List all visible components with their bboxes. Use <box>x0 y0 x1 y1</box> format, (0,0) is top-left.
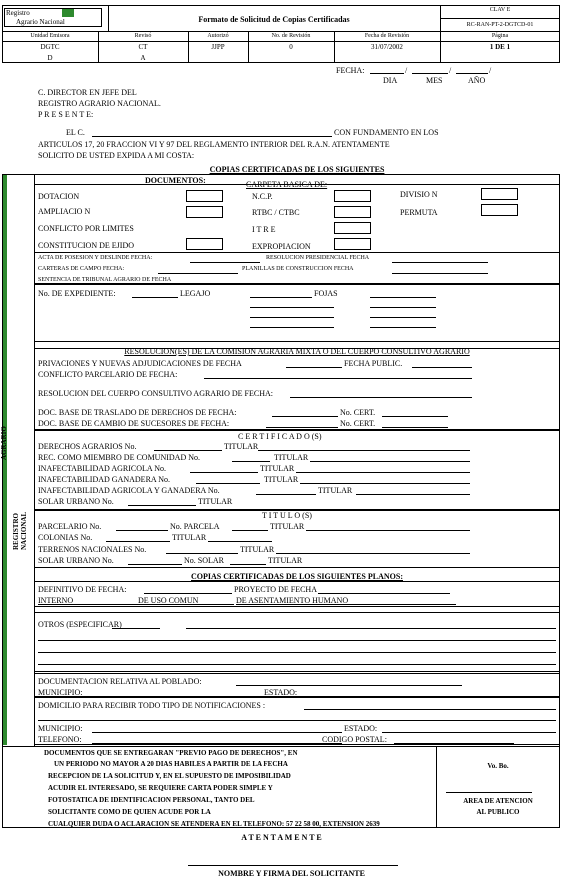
asentamiento-field[interactable] <box>236 604 456 605</box>
firma-field[interactable] <box>188 865 398 866</box>
ncp-box[interactable] <box>334 190 371 202</box>
permuta-box[interactable] <box>481 204 518 216</box>
fecha-public-label: FECHA PUBLIC. <box>344 359 403 368</box>
fojas-label: FOJAS <box>314 289 338 298</box>
inaf-agr-gan-titular-field[interactable] <box>356 494 470 495</box>
colonias-titular-label: TITULAR <box>172 533 207 542</box>
notice-line2: UN PERIODO NO MAYOR A 20 DIAS HABILES A PARTIR DE LA FECHA <box>54 760 288 768</box>
notice-line7: CUALQUIER DUDA O ACLARACION SE ATENDERA EN EL TELEFONO: 57 22 58 00, EXTENSION 2639 <box>48 820 380 828</box>
notice-line3: RECEPCION DE LA SOLICITUD Y, EN EL SUPUESTO DE IMPOSIBILIDAD <box>48 772 291 780</box>
proyecto-field[interactable] <box>318 593 450 594</box>
atentamente: A T E N T A M E N T E <box>241 833 322 842</box>
body-el-c: EL C. <box>66 128 85 137</box>
parcelario-titular-label: TITULAR <box>270 522 305 531</box>
otros-line-2[interactable] <box>38 640 556 641</box>
parcelario-titular-field[interactable] <box>306 530 470 531</box>
permuta-label: PERMUTA <box>400 208 438 217</box>
sec1-title1: COPIAS CERTIFICADAS DE LOS SIGUIENTES <box>209 165 385 174</box>
clave-value: RC-RAN-PT-2-DGTCD-01 <box>466 22 534 28</box>
otros-label: OTROS (ESPECIFICAR) <box>38 620 122 629</box>
sec2-title: RESOLUCION(ES) DE LA COMISION AGRARIA MIXTA O DEL CUERPO CONSULTIVO AGRARIO <box>124 347 470 356</box>
fecha-anio-label: AÑO <box>468 76 486 85</box>
solar-urbano-t-label: SOLAR URBANO No. <box>38 556 114 565</box>
rec-titular-label: TITULAR <box>274 453 309 462</box>
rtbc-box[interactable] <box>334 206 371 218</box>
parcelario-field[interactable] <box>116 530 168 531</box>
rec-titular-field[interactable] <box>310 461 470 462</box>
col-reviso: Revisó <box>134 33 152 39</box>
expropiacion-label: EXPROPIACION <box>252 242 311 251</box>
area-atencion-1: AREA DE ATENCION <box>463 797 533 805</box>
fecha-anio-field[interactable] <box>456 73 488 74</box>
uso-comun-field[interactable] <box>138 604 234 605</box>
body-solicito: SOLICITO DE USTED EXPIDA A MI COSTA: <box>38 151 195 160</box>
itre-box[interactable] <box>334 222 371 234</box>
domicilio-field-1[interactable] <box>304 709 556 710</box>
firma-label: NOMBRE Y FIRMA DEL SOLICITANTE <box>218 869 365 878</box>
acta-posesion-label: ACTA DE POSESION Y DESLINDE FECHA: <box>38 255 153 261</box>
interno-field[interactable] <box>38 604 138 605</box>
planillas-field[interactable] <box>392 273 488 274</box>
sec3-title: C E R T I F I C A D O (S) <box>238 432 322 441</box>
expediente-label: No. DE EXPEDIENTE: <box>38 289 116 298</box>
definitivo-field[interactable] <box>144 593 232 594</box>
inaf-ganadera-titular-label: TITULAR <box>264 475 299 484</box>
inaf-agricola-titular-label: TITULAR <box>260 464 295 473</box>
ncp-label: N.C.P. <box>252 192 273 201</box>
domicilio-field-2[interactable] <box>38 720 556 721</box>
legajo-label: LEGAJO <box>180 289 211 298</box>
constitucion-ejido-box[interactable] <box>186 238 223 250</box>
sec5-title: COPIAS CERTIFICADAS DE LOS SIGUIENTES PLANOS: <box>191 572 403 581</box>
fecha-mes-field[interactable] <box>412 73 448 74</box>
doc-cambio-field[interactable] <box>266 427 338 428</box>
carteras-campo-field[interactable] <box>158 273 238 274</box>
definitivo-label: DEFINITIVO DE FECHA: <box>38 585 127 594</box>
solar-urbano-label: SOLAR URBANO No. <box>38 497 114 506</box>
resolucion-cuerpo-label: RESOLUCION DEL CUERPO CONSULTIVO AGRARIO DE FECHA: <box>38 389 273 398</box>
planillas-label: PLANILLAS DE CONSTRUCCION FECHA <box>242 266 354 272</box>
val-reviso-1: CT <box>138 43 148 51</box>
vobo-signature-field[interactable] <box>446 792 532 793</box>
no-solar-label: No. SOLAR <box>184 556 225 565</box>
col-no-revision: No. de Revisión <box>271 33 311 39</box>
poblado-municipio-label: MUNICIPIO: <box>38 688 83 697</box>
conflicto-limites-label: CONFLICTO POR LIMITES <box>38 224 134 233</box>
solicitante-name-field[interactable] <box>92 136 332 137</box>
domicilio-municipio-field[interactable] <box>92 732 342 733</box>
telefono-field[interactable] <box>92 743 342 744</box>
logo-text-line1: Registro <box>6 9 30 17</box>
resolucion-pres-label: RESOLUCION PRESIDENCIAL FECHA <box>266 255 370 261</box>
division-box[interactable] <box>481 188 518 200</box>
rtbc-label: RTBC / CTBC <box>252 208 300 217</box>
solar-titular-label: TITULAR <box>198 497 233 506</box>
carpeta-basica-label: CARPETA BASICA DE: <box>246 180 328 189</box>
terrenos-titular-field[interactable] <box>276 553 470 554</box>
body-fundamento: CON FUNDAMENTO EN LOS <box>334 128 439 137</box>
division-label: DIVISIO N <box>400 190 438 199</box>
body-articulos: ARTICULOS 17, 20 FRACCION VI Y 97 DEL REGLAMENTO INTERIOR DEL R.A.N. ATENTAMENTE <box>38 140 390 149</box>
no-solar-field[interactable] <box>230 564 266 565</box>
inaf-agricola-field[interactable] <box>190 472 258 473</box>
constitucion-ejido-label: CONSTITUCION DE EJIDO <box>38 241 134 250</box>
doc-traslado-cert-field[interactable] <box>382 416 448 417</box>
rec-comunidad-label: REC. COMO MIEMBRO DE COMUNIDAD No. <box>38 453 201 462</box>
doc-cambio-cert-field[interactable] <box>382 427 448 428</box>
interno-label: INTERNO <box>38 596 74 605</box>
val-unidad-emisora-1: DGTC <box>40 43 60 51</box>
sentencia-label: SENTENCIA DE TRIBUNAL AGRARIO DE FECHA <box>38 277 172 283</box>
no-parcela-label: No. PARCELA <box>170 522 220 531</box>
notice-line4: ACUDIR EL INTERESADO, SE REQUIERE CARTA PODER SIMPLE Y <box>48 784 273 792</box>
logo-text-line2: Agrario Nacional <box>16 18 65 26</box>
val-fecha-revision: 31/07/2002 <box>371 43 403 51</box>
ampliacion-box[interactable] <box>186 206 223 218</box>
val-unidad-emisora-2: D <box>47 54 53 62</box>
address-line1: C. DIRECTOR EN JEFE DEL <box>38 88 137 97</box>
otros-line-4[interactable] <box>38 664 556 665</box>
col-autorizo: Autorizó <box>207 33 229 39</box>
inaf-ganadera-label: INAFECTABILIDAD GANADERA No. <box>38 475 171 484</box>
notice-line5: FOTOSTATICA DE IDENTIFICACION PERSONAL, TANTO DEL <box>48 796 255 804</box>
col-unidad-emisora: Unidad Emisora <box>30 33 70 39</box>
colonias-field[interactable] <box>106 541 170 542</box>
ampliacion-label: AMPLIACIO N <box>38 207 91 216</box>
conflicto-parc-label: CONFLICTO PARCELARIO DE FECHA: <box>38 370 178 379</box>
expropiacion-box[interactable] <box>334 238 371 250</box>
area-atencion-2: AL PUBLICO <box>476 808 520 816</box>
logo-outline <box>4 8 102 27</box>
val-no-revision: 0 <box>289 43 293 51</box>
expediente-field[interactable] <box>132 297 178 298</box>
parcelario-label: PARCELARIO No. <box>38 522 102 531</box>
otros-line-3[interactable] <box>38 652 556 653</box>
solar-urbano-t-field[interactable] <box>128 564 182 565</box>
terrenos-label: TERRENOS NACIONALES No. <box>38 545 147 554</box>
solar-t-titular-label: TITULAR <box>268 556 303 565</box>
notice-line6: SOLICITANTE COMO DE QUIEN ACUDE POR LA <box>48 808 211 816</box>
codigo-postal-field[interactable] <box>394 743 514 744</box>
asentamiento-label: DE ASENTAMIENTO HUMANO <box>236 596 349 605</box>
derechos-agrarios-field[interactable] <box>154 450 222 451</box>
form-title: Formato de Solicitud de Copias Certificadas <box>198 15 350 24</box>
dotacion-label: DOTACION <box>38 192 80 201</box>
val-reviso-2: A <box>140 54 146 62</box>
colonias-label: COLONIAS No. <box>38 533 93 542</box>
domicilio-label: DOMICILIO PARA RECIBIR TODO TIPO DE NOTIFICACIONES : <box>38 701 266 710</box>
conflicto-parc-field[interactable] <box>204 378 472 379</box>
side-band <box>3 175 7 745</box>
poblado-estado-label: ESTADO: <box>264 688 298 697</box>
poblado-doc-field[interactable] <box>236 685 462 686</box>
fecha-dia-label: DIA <box>383 76 398 85</box>
col-pagina: Página <box>491 33 509 39</box>
inaf-ganadera-titular-field[interactable] <box>300 483 470 484</box>
inaf-ganadera-field[interactable] <box>196 483 260 484</box>
doc-traslado-cert-label: No. CERT. <box>340 408 376 417</box>
val-pagina: 1 DE 1 <box>489 43 511 51</box>
doc-cambio-label: DOC. BASE DE CAMBIO DE SUCESORES DE FECHA: <box>38 419 230 428</box>
solar-urbano-field[interactable] <box>128 505 196 506</box>
derechos-agrarios-label: DERECHOS AGRARIOS No. <box>38 442 137 451</box>
rec-comunidad-field[interactable] <box>232 461 270 462</box>
codigo-postal-label: CODIGO POSTAL: <box>322 735 387 744</box>
doc-traslado-field[interactable] <box>272 416 338 417</box>
inaf-agr-gan-label: INAFECTABILIDAD AGRICOLA Y GANADERA No. <box>38 486 220 495</box>
domicilio-municipio-label: MUNICIPIO: <box>38 724 83 733</box>
fecha-mes-label: MES <box>426 76 443 85</box>
uso-comun-label: DE USO COMUN <box>138 596 199 605</box>
terrenos-titular-label: TITULAR <box>240 545 275 554</box>
inaf-agr-gan-titular-label: TITULAR <box>318 486 353 495</box>
inaf-agricola-titular-field[interactable] <box>296 472 470 473</box>
side-agrario: AGRARIO <box>0 426 8 460</box>
sec1-title2: DOCUMENTOS: <box>145 176 206 185</box>
itre-label: I T R E <box>252 225 276 234</box>
telefono-label: TELEFONO: <box>38 735 82 744</box>
domicilio-estado-field[interactable] <box>382 732 556 733</box>
domicilio-estado-label: ESTADO: <box>344 724 378 733</box>
poblado-doc-label: DOCUMENTACION RELATIVA AL POBLADO: <box>38 677 202 686</box>
otros-line-1[interactable] <box>186 628 556 629</box>
colonias-titular-field[interactable] <box>208 541 272 542</box>
inaf-agr-gan-field[interactable] <box>256 494 316 495</box>
no-parcela-field[interactable] <box>232 530 268 531</box>
clave-label: CLAV E <box>489 7 511 13</box>
inaf-agricola-label: INAFECTABILIDAD AGRICOLA No. <box>38 464 167 473</box>
privaciones-field[interactable] <box>286 367 342 368</box>
side-registro: REGISTRO NACIONAL <box>12 511 28 550</box>
proyecto-label: PROYECTO DE FECHA <box>234 585 317 594</box>
vobo-label: Vo. Bo. <box>487 762 509 770</box>
doc-cambio-cert-label: No. CERT. <box>340 419 376 428</box>
acta-posesion-field[interactable] <box>190 262 260 263</box>
fecha-public-field[interactable] <box>412 367 472 368</box>
col-fecha-revision: Fecha de Revisión <box>364 33 410 39</box>
privaciones-label: PRIVACIONES Y NUEVAS ADJUDICACIONES DE FECHA <box>38 359 242 368</box>
notice-line1: DOCUMENTOS QUE SE ENTREGARAN "PREVIO PAGO DE DERECHOS", EN <box>44 749 298 757</box>
side-label <box>0 420 32 570</box>
address-line2: REGISTRO AGRARIO NACIONAL. <box>38 99 161 108</box>
val-autorizo: JJPP <box>211 43 225 51</box>
derechos-titular-field[interactable] <box>258 450 470 451</box>
terrenos-field[interactable] <box>166 553 238 554</box>
dotacion-box[interactable] <box>186 190 223 202</box>
resolucion-pres-field[interactable] <box>392 262 488 263</box>
carteras-campo-label: CARTERAS DE CAMPO FECHA: <box>38 266 125 272</box>
address-line3: P R E S E N T E: <box>38 110 94 119</box>
logo <box>4 8 104 28</box>
sec4-title: T I T U L O (S) <box>262 511 312 520</box>
fecha-dia-field[interactable] <box>370 73 404 74</box>
doc-traslado-label: DOC. BASE DE TRASLADO DE DERECHOS DE FECHA: <box>38 408 237 417</box>
resolucion-cuerpo-field[interactable] <box>290 397 472 398</box>
derechos-titular-label: TITULAR <box>224 442 259 451</box>
fecha-label: FECHA: <box>336 66 365 75</box>
